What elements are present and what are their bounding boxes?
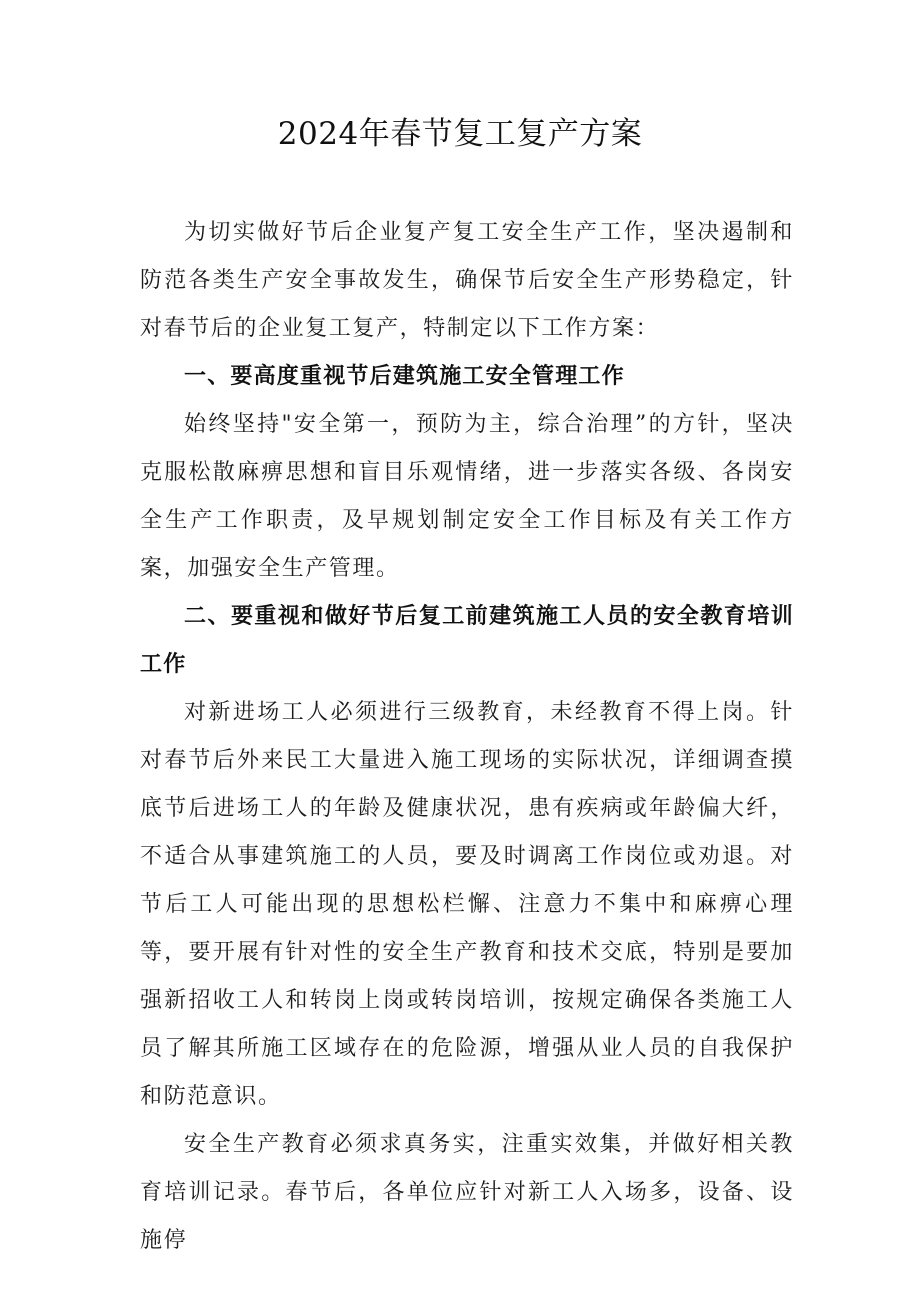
- section-heading-2: 二、要重视和做好节后复工前建筑施工人员的安全教育培训工作: [140, 604, 794, 677]
- section-1-paragraph: 始终坚持"安全第一，预防为主，综合治理”的方针，坚决克服松散麻痹思想和盲目乐观情绪，进一步落实各级、各岗安全生产工作职责，及早规划制定安全工作目标及有关工作方案，加强安全生产管理。: [140, 412, 794, 581]
- section-heading-1: 一、要高度重视节后建筑施工安全管理工作: [184, 364, 625, 389]
- section-2-paragraph: 对新进场工人必须进行三级教育，未经教育不得上岗。针对春节后外来民工大量进入施工现场的实际状况，详细调查摸底节后进场工人的年龄及健康状况，患有疾病或年龄偏大纤，不适合从事建筑施工的人员，要及时调离工作岗位或劝退。对节后工人可能出现的思想松栏懈、注意力不集中和麻痹心理等，要开展有针对性的安全生产教育和技术交底，特别是要加强新招收工人和转岗上岗或转岗培训，按规定确保各类施工人员了解其所施工区域存在的危险源，增强从业人员的自我保护和防范意识。: [140, 700, 794, 1109]
- document-body: [140, 209, 794, 1265]
- intro-paragraph: 为切实做好节后企业复产复工安全生产工作，坚决遏制和防范各类生产安全事故发生，确保节后安全生产形势稳定，针对春节后的企业复工复产，特制定以下工作方案：: [140, 220, 794, 341]
- section-2-paragraph-continued: 安全生产教育必须求真务实，注重实效集，并做好相关教育培训记录。春节后，各单位应针对新工人入场多，设备、设施停: [140, 1132, 794, 1253]
- document-title: 2024年春节复工复产方案: [277, 116, 643, 152]
